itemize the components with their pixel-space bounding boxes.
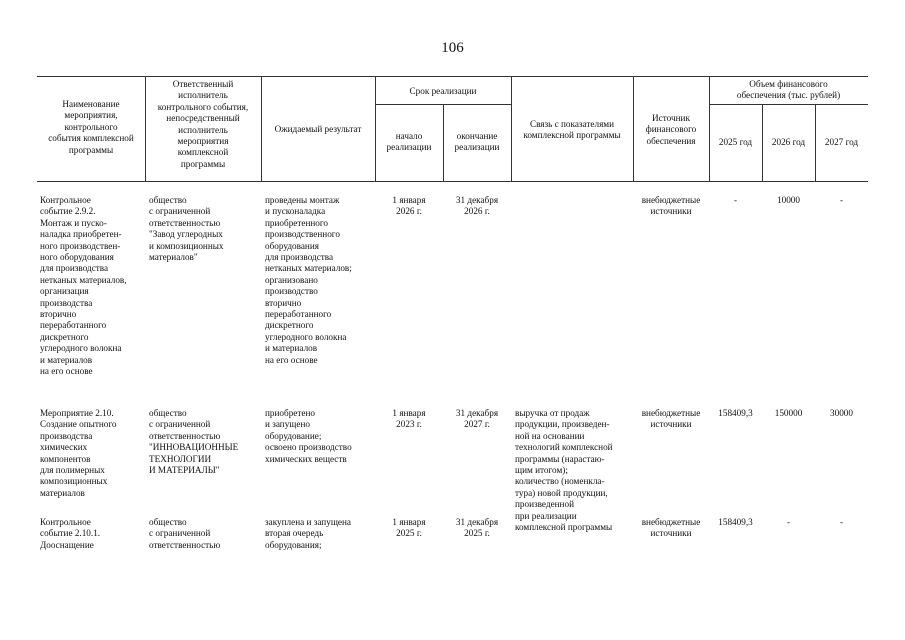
header-source: Источник финансового обеспечения — [645, 113, 697, 146]
row2-result: приобретено и запущено оборудование; освоено производство химических веществ — [265, 408, 352, 464]
row2-link: выручка от продаж продукции, произведен- ной на основании технологий комплексной программы (нарастаю- щим итогом); количество (номенкла- тура) новой продукции, произведенной при реализации комплексной программы — [515, 408, 613, 533]
row2-end: 31 декабря 2027 г. — [455, 408, 499, 430]
row2-2025: 158409,3 — [718, 408, 753, 418]
header-responsible: Ответственный исполнитель контрольного события, непосредственный исполнитель мероприятия комплексной программы — [157, 79, 249, 169]
row2-start: 1 января 2023 г. — [392, 408, 426, 430]
row3-2026: - — [786, 517, 791, 527]
page-number: 106 — [441, 40, 464, 56]
row2-responsible: общество с ограниченной ответственностью "ИННОВАЦИОННЫЕ ТЕХНОЛОГИИ И МАТЕРИАЛЫ" — [149, 408, 239, 476]
header-2027: 2027 год — [824, 137, 859, 147]
row1-responsible: общество с ограниченной ответственностью "Завод углеродных и композиционных материалов" — [149, 195, 224, 263]
row2-source: внебюджетные источники — [641, 408, 701, 430]
row3-source: внебюджетные источники — [641, 517, 701, 539]
header-result: Ожидаемый результат — [274, 124, 362, 134]
header-end: окончание реализации — [454, 131, 500, 153]
table-top-rule — [37, 76, 868, 77]
header-period: Срок реализации — [409, 86, 477, 96]
row1-2025: - — [733, 195, 738, 205]
header-2026: 2026 год — [771, 137, 806, 147]
header-funding: Объем финансового обеспечения (тыс. рублей) — [736, 79, 841, 101]
row2-2027: 30000 — [830, 408, 853, 418]
row3-name: Контрольное событие 2.10.1. Дооснащение — [40, 517, 101, 550]
row1-name: Контрольное событие 2.9.2. Монтаж и пуско- наладка приобретен- ного производствен- ного оборудования для производства нетканых материалов, организация производства вторично переработанного дискретного углеродного волокна и материалов на его основе — [40, 195, 127, 377]
row1-result: проведены монтаж и пусконаладка приобретенного производственного оборудования для производства нетканых материалов; организовано производство вторично переработанного дискретного углеродного волокна и материалов на его основе — [265, 195, 352, 365]
header-start: начало реализации — [386, 131, 432, 153]
row3-2025: 158409,3 — [718, 517, 753, 527]
row3-result: закуплена и запущена вторая очередь оборудования; — [265, 517, 351, 550]
header-link: Связь с показателями комплексной программы — [523, 119, 621, 141]
row2-2026: 150000 — [774, 408, 803, 418]
row3-2027: - — [839, 517, 844, 527]
row1-source: внебюджетные источники — [641, 195, 701, 217]
row3-responsible: общество с ограниченной ответственностью — [149, 517, 221, 550]
row1-2026: 10000 — [777, 195, 800, 205]
row1-start: 1 января 2026 г. — [392, 195, 426, 217]
row2-name: Мероприятие 2.10. Создание опытного производства химических компонентов для полимерных композиционных материалов — [40, 408, 117, 498]
header-bottom-rule — [37, 181, 868, 182]
row3-end: 31 декабря 2025 г. — [455, 517, 499, 539]
funding-subheader-rule — [709, 104, 868, 105]
header-2025: 2025 год — [718, 137, 753, 147]
row3-start: 1 января 2025 г. — [392, 517, 426, 539]
header-name: Наименование мероприятия, контрольного события комплексной программы — [48, 99, 134, 155]
row1-2027: - — [839, 195, 844, 205]
row1-end: 31 декабря 2026 г. — [455, 195, 499, 217]
